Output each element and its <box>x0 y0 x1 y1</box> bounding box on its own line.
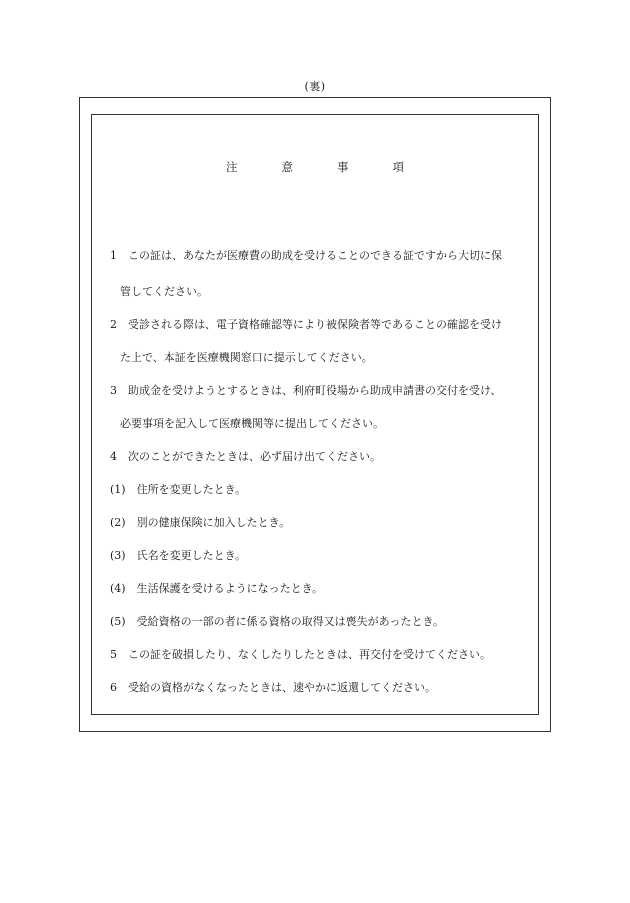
title-char: 事 <box>337 160 349 174</box>
note-line: (4) 生活保護を受けるようになったとき。 <box>110 582 324 595</box>
note-line: 2 受診される際は、電子資格確認等により被保険者等であることの確認を受け <box>110 318 502 331</box>
note-line: 3 助成金を受けようとするときは、利府町役場から助成申請書の交付を受け、 <box>110 384 502 397</box>
outer-border <box>79 97 551 732</box>
title-char: 注 <box>226 160 238 174</box>
note-line: (3) 氏名を変更したとき。 <box>110 549 247 562</box>
note-line: た上で、本証を医療機関窓口に提示してください。 <box>120 351 373 364</box>
note-line: (5) 受給資格の一部の者に係る資格の取得又は喪失があったとき。 <box>110 615 445 628</box>
note-line: (2) 別の健康保険に加入したとき。 <box>110 516 291 529</box>
note-line: 5 この証を破損したり、なくしたりしたときは、再交付を受けてください。 <box>110 648 491 661</box>
note-line: 管してください。 <box>120 285 208 298</box>
note-line: 1 この証は、あなたが医療費の助成を受けることのできる証ですから大切に保 <box>110 249 502 262</box>
note-line: 4 次のことができたときは、必ず届け出てください。 <box>110 450 381 463</box>
note-line: 6 受給の資格がなくなったときは、速やかに返還してください。 <box>110 681 436 694</box>
title-char: 意 <box>281 160 293 174</box>
note-line: (1) 住所を変更したとき。 <box>110 483 247 496</box>
note-line: 必要事項を記入して医療機関等に提出してください。 <box>120 417 384 430</box>
page-side-label: (裏) <box>304 80 326 93</box>
inner-border <box>91 114 539 715</box>
title-char: 項 <box>392 160 404 174</box>
notes-list <box>92 115 538 714</box>
